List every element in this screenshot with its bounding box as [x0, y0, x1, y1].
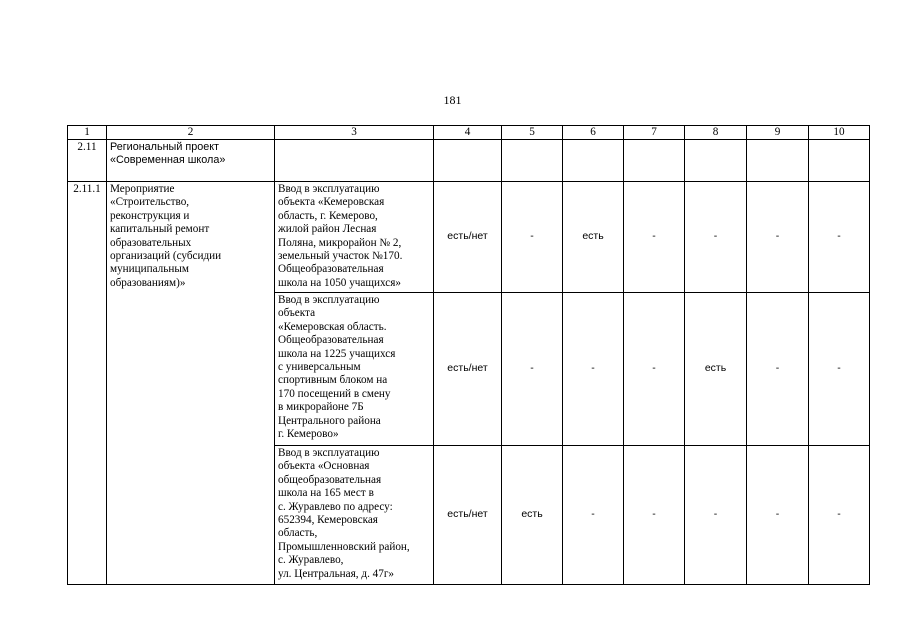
indicator-value: -: [624, 446, 685, 585]
indicator-description: Ввод в эксплуатацию объекта «Кемеровская область, г. Кемерово, жилой район Лесная Поляна, микрорайон № 2, земельный участок №170. Общеобразовательная школа на 1050 учащихся»: [275, 182, 434, 293]
indicator-value: -: [685, 446, 747, 585]
indicator-value: есть/нет: [434, 446, 502, 585]
indicator-value: есть: [685, 293, 747, 446]
indicator-description: Ввод в эксплуатацию объекта «Основная общеобразовательная школа на 165 мест в с. Журавлево по адресу: 652394, Кемеровская область, Промышленновский район, с. Журавлево, ул. Центральная, д. 47г»: [275, 446, 434, 585]
table-row: [68, 182, 870, 293]
indicator-value: -: [747, 182, 809, 293]
column-number-row: [68, 126, 870, 140]
column-number: 3: [275, 126, 434, 140]
column-number: 6: [563, 126, 624, 140]
indicator-value: -: [563, 293, 624, 446]
indicator-description: Ввод в эксплуатацию объекта «Кемеровская область. Общеобразовательная школа на 1225 учащихся с универсальным спортивным блоком на 170 посещений в смену в микрорайоне 7Б Центрального района г. Кемерово»: [275, 293, 434, 446]
indicator-value: есть/нет: [434, 182, 502, 293]
indicator-value: -: [747, 446, 809, 585]
column-number: 2: [107, 126, 275, 140]
indicator-value: -: [809, 293, 870, 446]
column-number: 9: [747, 126, 809, 140]
section-title: Региональный проект «Современная школа»: [107, 140, 275, 182]
indicator-value: -: [563, 446, 624, 585]
event-code: 2.11.1: [68, 182, 107, 585]
column-number: 10: [809, 126, 870, 140]
event-title: Мероприятие «Строительство, реконструкция и капитальный ремонт образовательных организаций (субсидии муниципальным образованиям)»: [107, 182, 275, 585]
indicator-value: -: [502, 293, 563, 446]
indicator-value: -: [809, 182, 870, 293]
section-row: [68, 140, 870, 182]
column-number: 7: [624, 126, 685, 140]
indicator-value: -: [624, 293, 685, 446]
column-number: 4: [434, 126, 502, 140]
indicator-value: есть: [563, 182, 624, 293]
indicator-table: [67, 125, 870, 585]
indicator-value: -: [685, 182, 747, 293]
column-number: 8: [685, 126, 747, 140]
indicator-value: есть: [502, 446, 563, 585]
indicator-value: -: [624, 182, 685, 293]
section-code: 2.11: [68, 140, 107, 182]
indicator-value: -: [502, 182, 563, 293]
indicator-value: -: [809, 446, 870, 585]
indicator-value: есть/нет: [434, 293, 502, 446]
indicator-value: -: [747, 293, 809, 446]
page-number: 181: [443, 93, 462, 107]
column-number: 1: [68, 126, 107, 140]
column-number: 5: [502, 126, 563, 140]
